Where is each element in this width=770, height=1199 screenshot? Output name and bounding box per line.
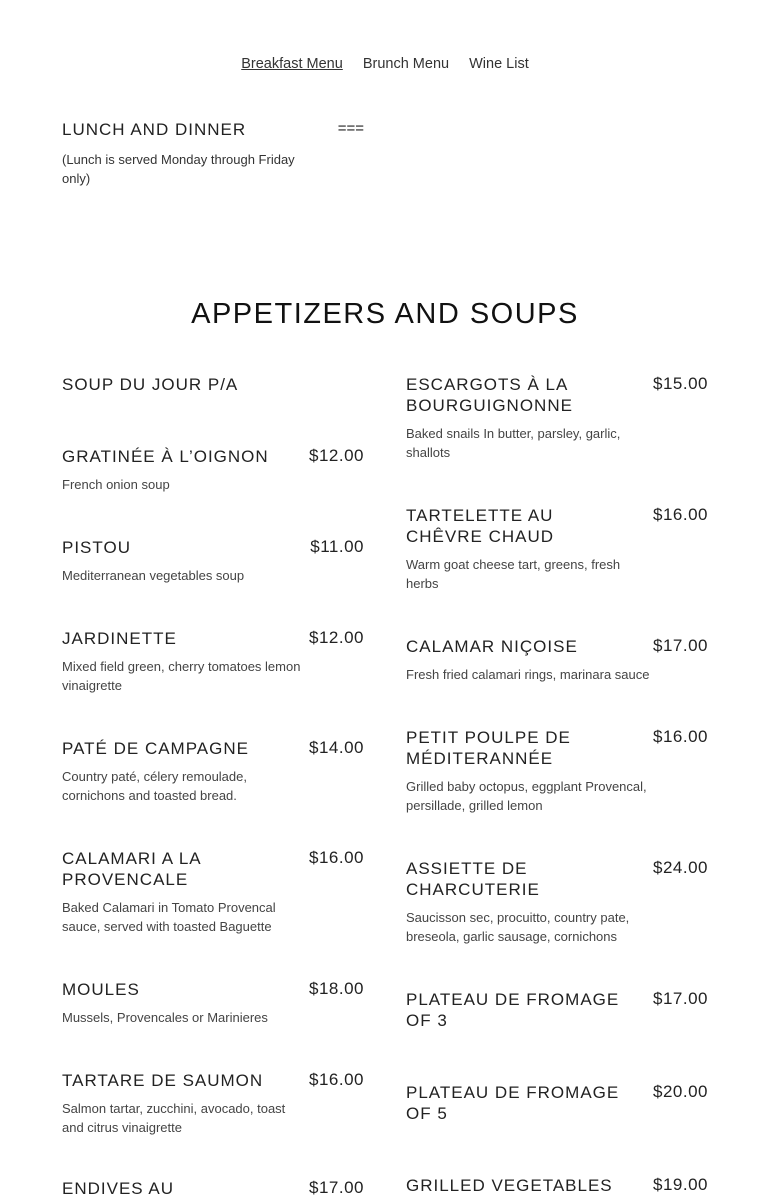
lunch-dinner-title: LUNCH AND DINNER [62,120,247,139]
menu-item [62,738,364,805]
menu-item [62,848,364,936]
menu-item [406,505,708,593]
item-price: $17.00 [309,1178,364,1197]
menu-item [406,374,708,462]
item-description: Grilled baby octopus, eggplant Provencal, persillade, grilled lemon [406,779,647,813]
menu-item [406,858,708,946]
item-price: $16.00 [309,848,364,867]
lunch-schedule-note: (Lunch is served Monday through Friday only) [62,152,295,186]
item-description: French onion soup [62,477,170,492]
item-name: ASSIETTE DE CHARCUTERIE [406,859,540,899]
item-price: $24.00 [653,858,708,877]
item-description: Mediterranean vegetables soup [62,568,245,583]
item-description: Warm goat cheese tart, greens, fresh herbs [406,557,621,591]
lunch-dinner-separator: === [337,120,364,137]
item-name: ENDIVES AU [62,1179,175,1198]
section-title: APPETIZERS AND SOUPS [191,298,579,330]
item-name: GRATINÉE À L’OIGNON [62,447,269,466]
item-description: Saucisson sec, procuitto, country pate, breseola, garlic sausage, cornichons [406,910,630,944]
menu-item [406,727,708,815]
item-price: $14.00 [309,738,364,757]
item-price: $19.00 [653,1175,708,1194]
item-description: Mixed field green, cherry tomatoes lemon vinaigrette [62,659,301,693]
item-price: $15.00 [653,374,708,393]
item-name: GRILLED VEGETABLES [406,1176,613,1195]
item-price: $11.00 [310,537,364,556]
nav-brunch-menu[interactable]: Brunch Menu [362,56,450,72]
menu-item [406,636,708,684]
item-name: SOUP DU JOUR P/A [62,375,239,394]
item-name: CALAMARI A LA PROVENCALE [62,849,201,889]
item-description: Fresh fried calamari rings, marinara sauce [406,667,650,682]
item-name: PLATEAU DE FROMAGE OF 3 [406,990,620,1030]
item-price: $16.00 [653,727,708,746]
menu-item [62,1178,364,1199]
nav-breakfast-menu[interactable]: Breakfast Menu [241,56,343,72]
item-name: JARDINETTE [62,629,177,648]
item-description: Baked snails In butter, parsley, garlic, shallots [406,426,621,460]
item-price: $12.00 [309,446,364,465]
item-price: $17.00 [653,989,708,1008]
item-name: TARTARE DE SAUMON [62,1071,264,1090]
menu-item [62,446,364,494]
menu-item [406,1082,708,1124]
item-price: $12.00 [309,628,364,647]
menu-item [406,1175,708,1196]
menu-item [406,989,708,1031]
item-price: $16.00 [309,1070,364,1089]
menu-item [62,537,364,585]
item-description: Country paté, célery remoulade, cornichons and toasted bread. [62,769,247,803]
menu-item [62,979,364,1027]
lunch-dinner-header [62,120,364,188]
item-price: $18.00 [309,979,364,998]
item-price: $17.00 [653,636,708,655]
menu-item [62,628,364,695]
menu-item [62,374,364,395]
item-description: Baked Calamari in Tomato Provencal sauce, served with toasted Baguette [62,900,276,934]
item-description: Mussels, Provencales or Marinieres [62,1010,268,1025]
menu-nav [0,56,770,72]
nav-wine-list[interactable]: Wine List [469,56,529,72]
item-name: MOULES [62,980,140,999]
item-price: $16.00 [653,505,708,524]
item-price: $20.00 [653,1082,708,1101]
item-name: PLATEAU DE FROMAGE OF 5 [406,1083,620,1123]
item-name: PISTOU [62,538,131,557]
item-name: ESCARGOTS À LA BOURGUIGNONNE [406,375,573,415]
item-name: CALAMAR NIÇOISE [406,637,578,656]
item-description: Salmon tartar, zucchini, avocado, toast and citrus vinaigrette [62,1101,286,1135]
item-name: PATÉ DE CAMPAGNE [62,739,249,758]
item-name: TARTELETTE AU CHÊVRE CHAUD [406,506,555,546]
menu-item [62,1070,364,1137]
item-name: PETIT POULPE DE MÉDITERANNÉE [406,728,571,768]
